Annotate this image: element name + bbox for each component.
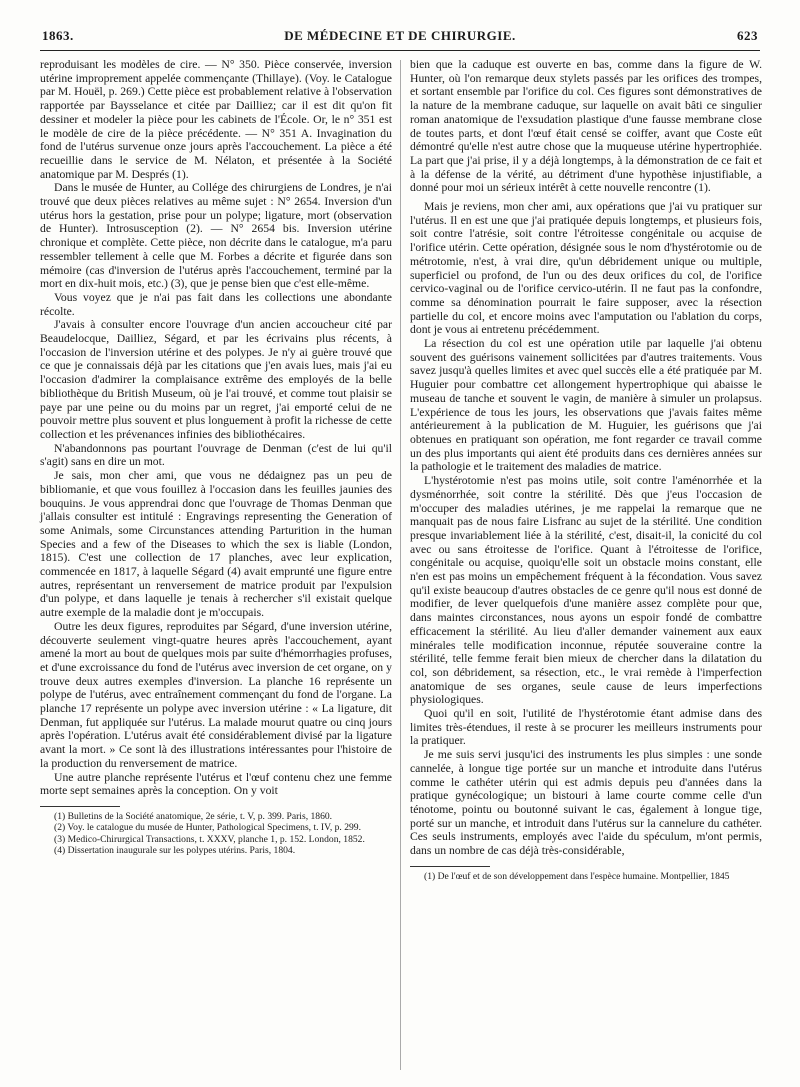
header-title: DE MÉDECINE ET DE CHIRURGIE. bbox=[284, 28, 516, 43]
footnote: (3) Medico-Chirurgical Transactions, t. XXXV, planche 1, p. 152. London, 1852. bbox=[54, 833, 365, 845]
footnote: (1) De l'œuf et de son développement dans l'espèce humaine. Montpellier, 1845 bbox=[424, 870, 730, 882]
paragraph: Je me suis servi jusqu'ici des instruments les plus simples : une sonde cannelée, à longue tige portée sur un manche et introduite dans l'utérus comme le cathéter utérin qui est admis depuis peu d'années dans la pratique gynécologique; un bistouri à lame courte comme celle d'un ténotome, pointu ou boutonné suivant le cas, également à longue tige, porté sur un manche, et introduit dans l'utérus sur la cannelure du cathéter. Ces seuls instruments, employés avec l'aide du spéculum, m'ont permis, dans un nombre de cas déjà très-considérable, bbox=[410, 748, 762, 858]
paragraph: N'abandonnons pas pourtant l'ouvrage de Denman (c'est de lui qu'il s'agit) sans en dire un mot. bbox=[40, 441, 392, 469]
paragraph: Une autre planche représente l'utérus et l'œuf contenu chez une femme morte sept semaines après la conception. On y voit bbox=[40, 770, 392, 798]
right-column bbox=[410, 58, 762, 882]
footnote-rule bbox=[410, 866, 490, 867]
paragraph: Outre les deux figures, reproduites par Ségard, d'une inversion utérine, découverte seulement vingt-quatre heures après l'accouchement, ayant amené la mort au bout de quelques mois par suite d'hémorrhagies profuses, et d'une excroissance du fond de l'utérus avec inversion de cet organe, on y trouve deux autres exemples d'inversion. La planche 16 représente un polype de l'utérus, avec entraînement commençant du fond de l'organe. La planche 17 représente un polype avec inversion utérine : « La ligature, dit Denman, fut appliquée sur l'utérus. La malade mourut quatre ou cinq jours après l'opération. L'utérus avait été considérablement divisé par la ligature avant la mort. » Ce sont là des illustrations intéressantes pour l'histoire de la production du renversement de matrice. bbox=[40, 619, 392, 770]
running-header bbox=[40, 26, 760, 48]
footnote: (2) Voy. le catalogue du musée de Hunter, Pathological Specimens, t. IV, p. 299. bbox=[54, 822, 361, 834]
column-divider bbox=[400, 60, 401, 1070]
paragraph: Dans le musée de Hunter, au Collége des chirurgiens de Londres, je n'ai trouvé que deux pièces relatives au même sujet : N° 2654. Inversion d'un utérus hors la gestation, prise pour un polype; ligature, mort (observation de Hunter). Introsusception (2). — N° 2654 bis. Inversion utérine chronique et complète. Cette pièce, non décrite dans le catalogue, m'a paru ressembler tellement à celle que M. Forbes a décrite et figurée dans son mémoire (cas d'inversion de l'utérus après l'accouchement, terminé par la mort en dix-huit mois, etc.) (3), que je pense bien que c'est elle-même. bbox=[40, 181, 392, 291]
paragraph: Quoi qu'il en soit, l'utilité de l'hystérotomie étant admise dans des limites très-étendues, il reste à se procurer les meilleurs instruments pour la pratiquer. bbox=[410, 707, 762, 748]
page-number: 623 bbox=[737, 28, 758, 43]
left-column bbox=[40, 58, 392, 857]
paragraph: Vous voyez que je n'ai pas fait dans les collections une abondante récolte. bbox=[40, 290, 392, 318]
header-rule bbox=[40, 50, 760, 51]
paragraph: Mais je reviens, mon cher ami, aux opérations que j'ai vu pratiquer sur l'utérus. Il en est une que j'ai pratiquée depuis longtemps, et plusieurs fois, soit contre l'atrésie, soit contre l'étroitesse congénitale ou acquise de l'orifice utérin. Cette opération, désignée sous le nom d'hystérotomie ou de métrotomie, n'est, à vrai dire, qu'un débridement unique ou multiple, superficiel ou profond, de l'un ou des deux orifices du col, de l'orifice cervico-vaginal ou de l'orifice cervico-utérin. Il ne faut pas la confondre, comme sa dénomination pourrait le faire supposer, avec la résection partielle du col, et encore moins avec l'amputation ou l'ablation du corps, dont je vous ai entretenu précédemment. bbox=[410, 200, 762, 337]
paragraph: J'avais à consulter encore l'ouvrage d'un ancien accoucheur cité par Beaudelocque, Dailliez, Ségard, et par les écrivains plus récents, à l'occasion de l'inversion utérine et des polypes. Je n'y ai guère trouvé que ce que je connaissais déjà par les citations que j'en avais lues, mais j'ai eu l'occasion d'admirer la complaisance extrême des employés de la belle bibliothèque du British Museum, où je l'ai trouvé, et comme tout plaisir se paye par une peine ou du moins par un regret, j'ai emporté celui de ne pouvoir mettre plus souvent et plus longuement à profit la richesse de cette collection et les prévenances infinies des bibliothécaires. bbox=[40, 318, 392, 441]
paragraph: bien que la caduque est ouverte en bas, comme dans la figure de W. Hunter, où l'on remarque deux stylets passés par les orifices des trompes, et sortant ensemble par l'orifice du col. Ces figures sont démonstratives de la nature de la membrane caduque, sur laquelle on avait bâti ce singulier roman anatomique de l'exsudation plastique d'une fausse membrane close de toutes parts, et dont l'œuf était censé se coiffer, avant que Coste eût démontré qu'elle n'est autre chose que la muqueuse utérine hypertrophiée. La part que j'ai prise, il y a déjà longtemps, à la démonstration de ce fait et à la défense de la vérité, au détriment d'une hypothèse injustifiable, a donné pour moi un sérieux intérêt à cette nouvelle rencontre (1). bbox=[410, 58, 762, 195]
paragraph: La résection du col est une opération utile par laquelle j'ai obtenu souvent des guérisons vainement sollicitées par d'autres traitements. Vous savez jusqu'à quelles limites et avec quel succès elle a été pratiquée par M. Huguier pour combattre cet allongement hypertrophique qui abaisse le museau de tanche et souvent le vagin, de manière à simuler un prolapsus. L'expérience de tous les jours, les observations que j'avais faites même antérieurement à la publication de M. Huguier, les guérisons que j'ai obtenues en pratiquant son opération, me font regarder ce travail comme un des plus importants qui aient été produits dans ces dernières années sur la pathologie et le traitement des maladies de matrice. bbox=[410, 337, 762, 474]
footnote: (1) Bulletins de la Société anatomique, 2e série, t. V, p. 399. Paris, 1860. bbox=[54, 810, 333, 822]
paragraph: Je sais, mon cher ami, que vous ne dédaignez pas un peu de bibliomanie, et que vous fouillez à l'occasion dans les feuilles jaunies des bouquins. Je vous apprendrai donc que l'ouvrage de Thomas Denman que j'allais consulter est intitulé : Engravings representing the Generation of some Animals, some Circunstances attending Parturition in the human Species and a few of the Diseases to which the sex is liable (London, 1815). C'est une collection de 17 planches, avec leur explication, commencée en 1817, à laquelle Ségard (4) avait emprunté une figure entre autres, représentant un renversement de matrice produit par l'expulsion d'un polype, et dans laquelle je tenais à rechercher s'il existait quelque autre exemple de la maladie dont je m'occupais. bbox=[40, 469, 392, 620]
header-year: 1863. bbox=[42, 28, 74, 43]
paragraph: L'hystérotomie n'est pas moins utile, soit contre l'aménorrhée et la dysménorrhée, soit contre la stérilité. Dès que j'eus l'occasion de m'occuper des maladies utérines, je me rappelai la remarque que ne manquait pas de nous faire Lisfranc au sujet de la stérilité. Une condition presque invariablement liée à la stérilité, c'est, disait-il, la conicité du col avec ou sans étroitesse de l'orifice. Quant à l'étroitesse de l'orifice, congénitale ou acquise, quoiqu'elle soit un obstacle moins constant, elle n'en est pas moins un empêchement fréquent à la fécondation. Vous savez qu'il existe beaucoup d'autres obstacles de ce genre qu'il nous est donné de modifier, de lever quelquefois d'une manière assez complète pour que, dans maintes circonstances, nous ayons un espoir fondé de combattre efficacement la stérilité. Au lieu d'aller demander vainement aux eaux minérales telle modification inconnue, réputée souveraine contre la stérilité, telle femme ferait bien mieux de chercher dans la dilatation du col, son débridement, sa résection, etc., le vrai remède à l'imperfection anatomique de ses organes, seule cause de leurs imperfections physiologiques. bbox=[410, 474, 762, 707]
paragraph: reproduisant les modèles de cire. — N° 350. Pièce conservée, inversion utérine improprement appelée commençante (Thillaye). (Voy. le Catalogue par M. Houël, p. 269.) Cette pièce est probablement relative à l'observation rapportée par Baysselance et citée par Dailliez; car il est dit qu'on fit dessiner et modeler la pièce pour les cabinets de l'École. Or, le n° 351 est le modèle de cire de la pièce précédente. — N° 351 A. Invagination du fond de l'utérus survenue onze jours après l'accouchement. La pièce a été recueillie dans le service de M. Nélaton, et présentée à la Société anatomique par M. Després (1). bbox=[40, 58, 392, 181]
footnote: (4) Dissertation inaugurale sur les polypes utérins. Paris, 1804. bbox=[54, 845, 296, 857]
footnote-rule bbox=[40, 806, 120, 807]
